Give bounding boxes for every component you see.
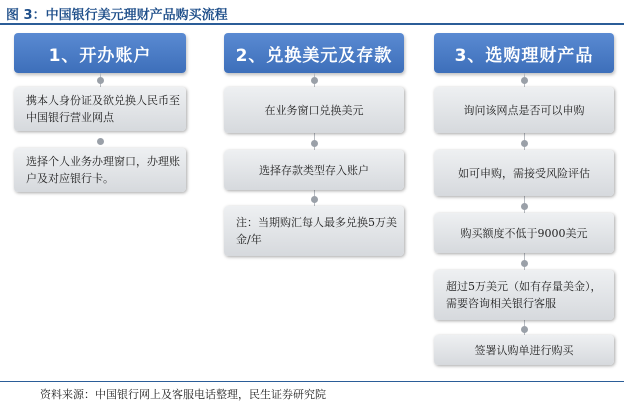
step-1-header: 1、开办账户 [14,33,186,73]
step-3-item-5: 签署认购单进行购买 [434,335,614,365]
connector-dot [521,77,528,84]
step-2-header: 2、兑换美元及存款 [224,33,404,73]
footer-rule [0,381,624,382]
connector-dot [311,140,318,147]
step-1-item-1: 携本人身份证及欲兑换人民币至中国银行营业网点 [14,87,186,131]
connector-dot [521,326,528,333]
step-3-header: 3、选购理财产品 [434,33,614,73]
connector-dot [97,138,104,145]
title-rule [0,23,624,25]
connector-dot [521,140,528,147]
source-note: 资料来源：中国银行网上及客服电话整理，民生证券研究院 [40,388,326,401]
step-3-item-4: 超过5万美元（如有存量美金），需要咨询相关银行客服 [434,270,614,320]
step-column-2 [224,33,404,263]
step-3-item-1: 询问该网点是否可以申购 [434,87,614,133]
connector-dot [311,77,318,84]
figure-title: 图 3：中国银行美元理财产品购买流程 [6,8,228,23]
connector-dot [521,260,528,267]
step-1-item-2: 选择个人业务办理窗口，办理账户及对应银行卡。 [14,148,186,192]
step-3-item-2: 如可申购，需接受风险评估 [434,150,614,196]
connector-dot [521,203,528,210]
step-2-item-3: 注：当期购汇每人最多兑换5万美金/年 [224,206,404,256]
step-3-item-3: 购买额度不低于9000美元 [434,213,614,253]
step-2-item-2: 选择存款类型存入账户 [224,150,404,190]
step-2-item-1: 在业务窗口兑换美元 [224,87,404,133]
connector-dot [97,77,104,84]
connector-dot [311,196,318,203]
step-column-1 [14,33,186,183]
step-column-3 [434,33,614,373]
